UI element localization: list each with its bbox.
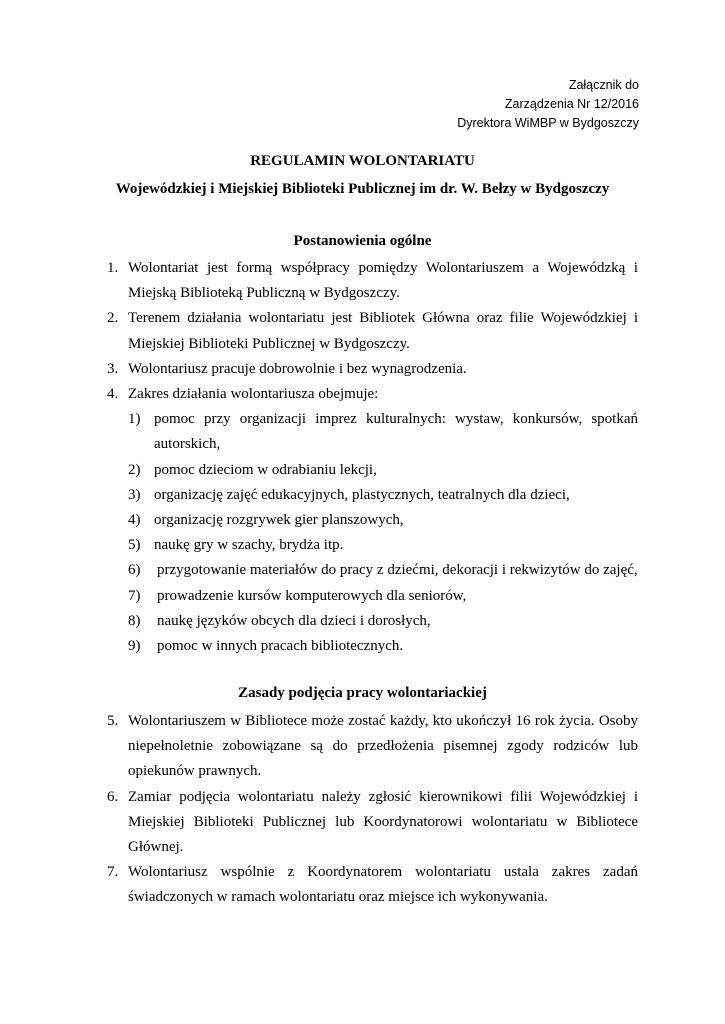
sub-list-item xyxy=(128,558,638,583)
general-provisions-list xyxy=(90,256,638,659)
item-text: Wolontariusz wspólnie z Koordynatorem wolontariatu ustala zakres zadań świadczonych w ramach wolontariatu oraz miejsce ich wykonywania. xyxy=(128,864,638,906)
item-text: Zamiar podjęcia wolontariatu należy zgłosić kierownikowi filii Wojewódzkiej i Miejskiej Biblioteki Publicznej lub Koordynatorowi wolontariatu w Bibliotece Głównej. xyxy=(128,788,638,856)
section-heading-general: Postanowienia ogólne xyxy=(293,233,432,249)
list-item xyxy=(90,785,638,861)
sub-item-text: pomoc w innych pracach bibliotecznych. xyxy=(157,638,404,655)
attachment-line: Załącznik do xyxy=(568,78,639,92)
list-item xyxy=(90,357,638,382)
item-text: Terenem działania wolontariatu jest Bibliotek Główna oraz filie Wojewódzkiej i Miejskiej Biblioteki Publicznej w Bydgoszczy. xyxy=(128,310,638,352)
sub-item-number: 8) xyxy=(128,612,141,629)
sub-item-number: 1) xyxy=(128,411,141,428)
attachment-line: Dyrektora WiMBP w Bydgoszczy xyxy=(457,116,639,130)
sub-item-text: organizację rozgrywek gier planszowych, xyxy=(154,512,404,529)
document-title: REGULAMIN WOLONTARIATU xyxy=(250,153,475,169)
list-item xyxy=(90,860,638,910)
sub-item-number: 7) xyxy=(128,587,141,604)
sub-item-text: prowadzenie kursów komputerowych dla seniorów, xyxy=(157,587,467,604)
section-heading-rules: Zasady podjęcia pracy wolontariackiej xyxy=(238,685,487,701)
item-number: 1. xyxy=(107,260,119,276)
list-item xyxy=(90,382,638,659)
item-number: 7. xyxy=(107,864,119,881)
sub-item-number: 2) xyxy=(128,461,141,478)
sub-item-text: naukę języków obcych dla dzieci i dorosłych, xyxy=(157,612,431,629)
list-item xyxy=(90,709,638,785)
sub-list-item xyxy=(128,609,638,634)
item-number: 6. xyxy=(107,788,119,805)
sub-item-number: 6) xyxy=(128,562,141,579)
attachment-line: Zarządzenia Nr 12/2016 xyxy=(504,97,639,111)
sub-list-item xyxy=(128,407,638,457)
sub-item-number: 4) xyxy=(128,512,141,529)
item-text: Wolontariusz pracuje dobrowolnie i bez wynagrodzenia. xyxy=(128,360,467,377)
sub-list-item xyxy=(128,483,638,508)
sub-item-text: naukę gry w szachy, brydża itp. xyxy=(154,537,344,554)
sub-item-text: pomoc dzieciom w odrabianiu lekcji, xyxy=(154,461,377,478)
document-subtitle: Wojewódzkiej i Miejskiej Biblioteki Publicznej im dr. W. Bełzy w Bydgoszczy xyxy=(115,181,610,197)
sub-item-text: przygotowanie materiałów do pracy z dziećmi, dekoracji i rekwizytów do zajęć, xyxy=(157,562,638,579)
sub-list-item xyxy=(128,458,638,483)
sub-item-number: 3) xyxy=(128,486,141,503)
list-item xyxy=(90,256,638,306)
item-text: Zakres działania wolontariusza obejmuje: xyxy=(128,386,379,403)
activity-scope-list xyxy=(128,407,638,659)
volunteering-rules-list xyxy=(90,709,638,911)
item-number: 3. xyxy=(107,360,119,377)
sub-item-number: 5) xyxy=(128,537,141,554)
sub-list-item xyxy=(128,533,638,558)
item-text: Wolontariat jest formą współpracy pomiędzy Wolontariuszem a Wojewódzką i Miejską Biblioteką Publiczną w Bydgoszczy. xyxy=(128,260,638,302)
sub-item-number: 9) xyxy=(128,638,141,655)
sub-list-item xyxy=(128,508,638,533)
item-text: Wolontariuszem w Bibliotece może zostać każdy, kto ukończył 16 rok życia. Osoby niepełnoletnie zobowiązane są do przedłożenia pisemnej zgody rodziców lub opiekunów prawnych. xyxy=(128,713,638,780)
sub-item-text: pomoc przy organizacji imprez kulturalnych: wystaw, konkursów, spotkań autorskich, xyxy=(154,411,638,453)
item-number: 4. xyxy=(107,386,119,403)
item-number: 2. xyxy=(107,310,119,327)
attachment-note xyxy=(457,76,639,133)
list-item xyxy=(90,306,638,356)
sub-list-item xyxy=(128,634,638,659)
sub-list-item xyxy=(128,584,638,609)
item-number: 5. xyxy=(107,713,119,729)
sub-item-text: organizację zajęć edukacyjnych, plastycznych, teatralnych dla dzieci, xyxy=(154,486,570,503)
